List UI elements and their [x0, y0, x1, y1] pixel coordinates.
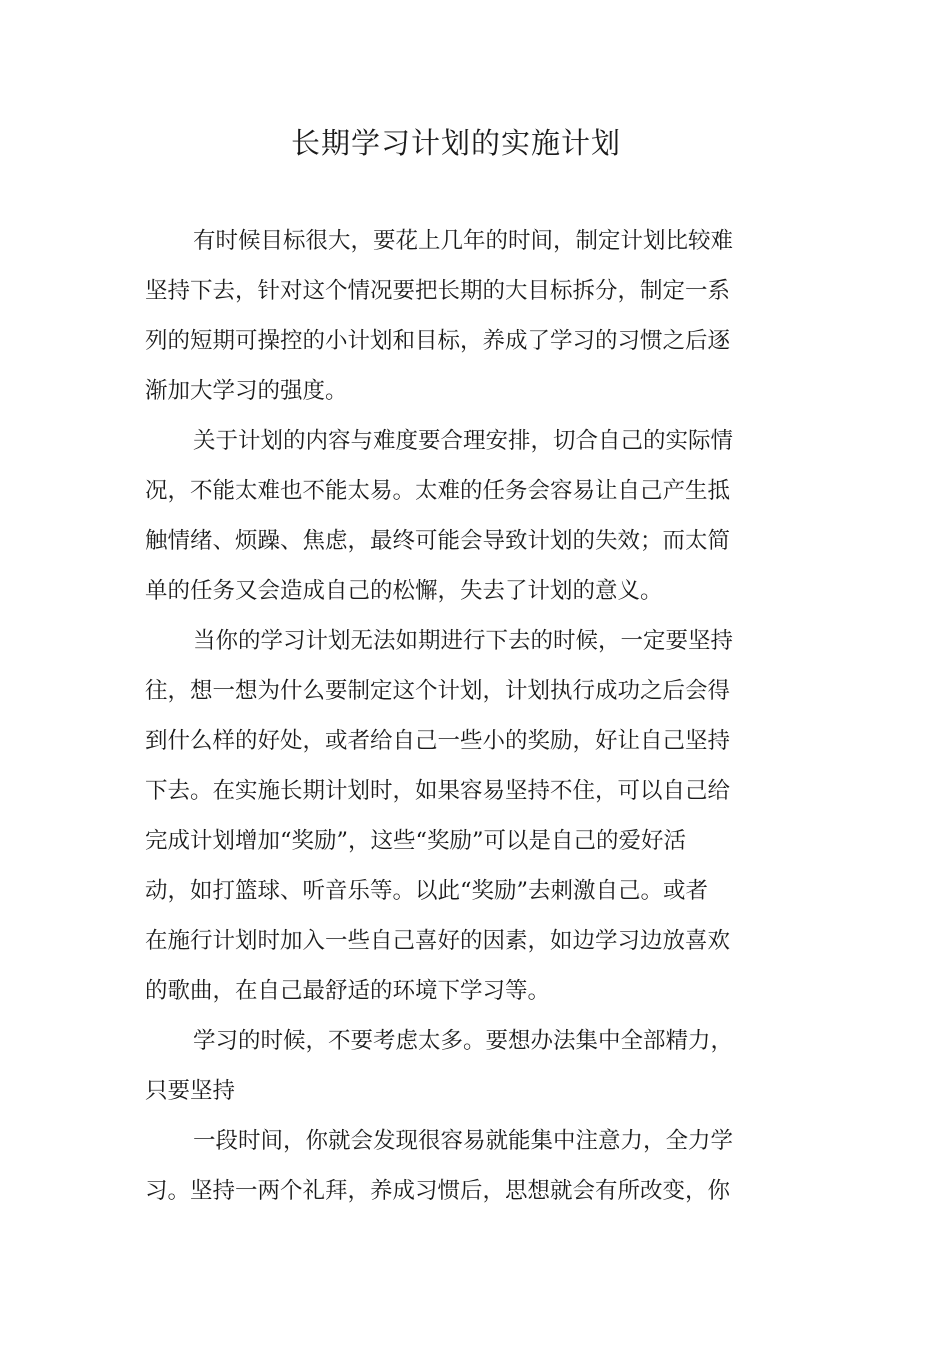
text-line: 有时候目标很大，要花上几年的时间，制定计划比较难	[193, 228, 734, 254]
text-line: 况，不能太难也不能太易。太难的任务会容易让自己产生抵	[145, 478, 731, 504]
text-line: 列的短期可操控的小计划和目标，养成了学习的习惯之后逐	[145, 328, 731, 354]
text-line: 的歌曲，在自己最舒适的环境下学习等。	[145, 978, 551, 1004]
text-line: 只要坚持	[145, 1078, 236, 1104]
text-line: 往，想一想为什么要制定这个计划，计划执行成功之后会得	[145, 678, 731, 704]
text-line: 学习的时候，不要考虑太多。要想办法集中全部精力，	[193, 1028, 734, 1054]
text-line: 习。坚持一两个礼拜，养成习惯后，思想就会有所改变，你	[145, 1178, 731, 1204]
text-line: 关于计划的内容与难度要合理安排，切合自己的实际情	[193, 428, 734, 454]
text-line: 动，如打篮球、听音乐等。以此“奖励”去刺激自己。或者	[145, 878, 709, 904]
text-line: 下去。在实施长期计划时，如果容易坚持不住，可以自己给	[145, 778, 731, 804]
text-line: 单的任务又会造成自己的松懈，失去了计划的意义。	[145, 578, 663, 604]
text-line: 完成计划增加“奖励”，这些“奖励”可以是自己的爱好活	[145, 828, 687, 854]
text-line: 到什么样的好处，或者给自己一些小的奖励，好让自己坚持	[145, 728, 731, 754]
text-line: 一段时间，你就会发现很容易就能集中注意力，全力学	[193, 1128, 734, 1154]
text-line: 坚持下去，针对这个情况要把长期的大目标拆分，制定一系	[145, 278, 731, 304]
document-title: 长期学习计划的实施计划	[290, 126, 621, 160]
text-line: 在施行计划时加入一些自己喜好的因素，如边学习边放喜欢	[145, 928, 731, 954]
text-line: 渐加大学习的强度。	[145, 378, 348, 404]
document-body	[145, 216, 745, 1216]
text-line: 触情绪、烦躁、焦虑，最终可能会导致计划的失效；而太简	[145, 528, 731, 554]
text-line: 当你的学习计划无法如期进行下去的时候，一定要坚持	[193, 628, 734, 654]
